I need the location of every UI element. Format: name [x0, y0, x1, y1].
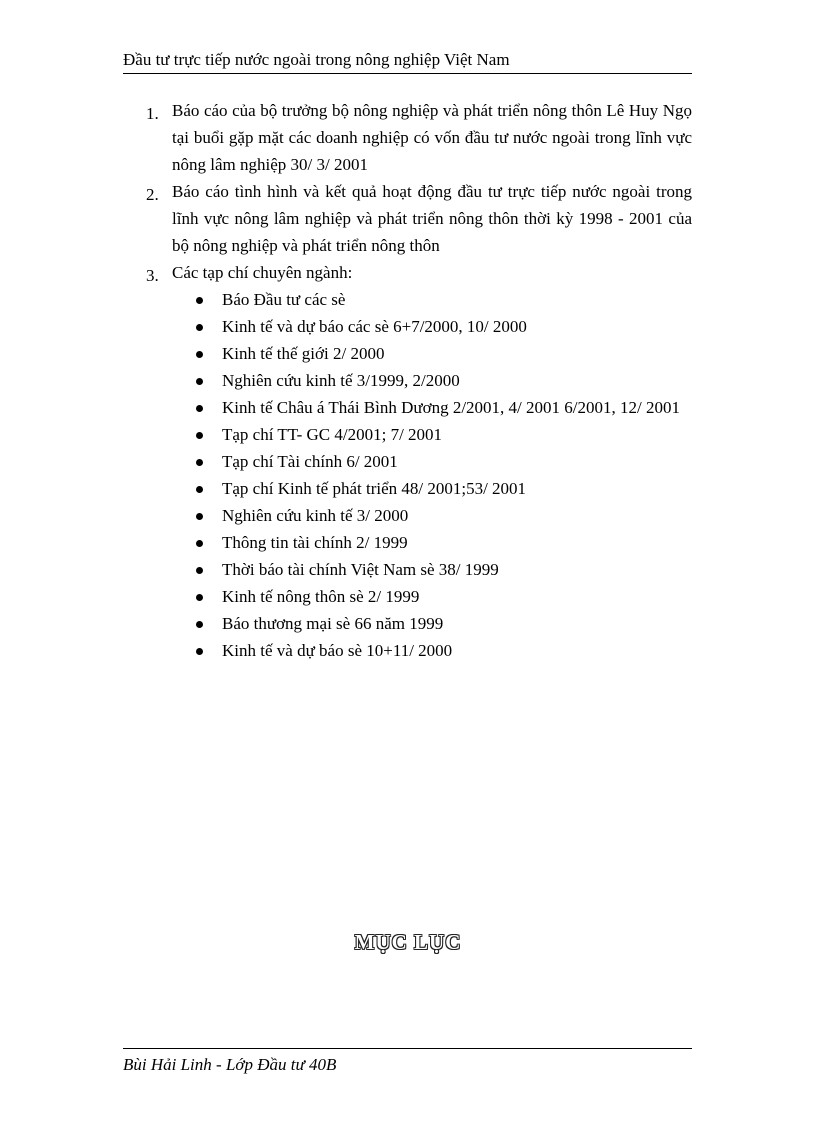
journal-text: Tạp chí Kinh tế phát triển 48/ 2001;53/ 2001 — [222, 479, 527, 498]
journal-item — [172, 583, 692, 610]
bullet-icon — [196, 378, 203, 385]
journal-item — [172, 610, 692, 637]
bullet-icon — [196, 351, 203, 358]
journal-text: Thông tin tài chính 2/ 1999 — [222, 533, 408, 552]
page-footer: Bùi Hải Linh - Lớp Đầu tư 40B — [123, 1055, 337, 1074]
bullet-icon — [196, 459, 203, 466]
journal-text: Kinh tế nông thôn sè 2/ 1999 — [222, 587, 420, 606]
bullet-icon — [196, 432, 203, 439]
reference-item — [140, 97, 692, 178]
journal-text: Nghiên cứu kinh tế 3/ 2000 — [222, 506, 409, 525]
reference-number: 2. — [146, 185, 159, 204]
bullet-icon — [196, 540, 203, 547]
journal-text: Kinh tế và dự báo sè 10+11/ 2000 — [222, 641, 453, 660]
footer-divider — [123, 1048, 692, 1049]
bullet-icon — [196, 486, 203, 493]
journal-item — [172, 637, 692, 664]
reference-text: Các tạp chí chuyên ngành: — [172, 263, 353, 282]
reference-item — [140, 259, 692, 664]
journal-item — [172, 286, 692, 313]
bullet-icon — [196, 567, 203, 574]
bullet-icon — [196, 513, 203, 520]
journal-item — [172, 313, 692, 340]
reference-number: 1. — [146, 104, 159, 123]
reference-number: 3. — [146, 266, 159, 285]
journal-item — [172, 340, 692, 367]
journal-item — [172, 529, 692, 556]
journal-item — [172, 421, 692, 448]
page-header: Đầu tư trực tiếp nước ngoài trong nông nghiệp Việt Nam — [123, 49, 692, 74]
journal-text: Kinh tế và dự báo các sè 6+7/2000, 10/ 2000 — [222, 317, 527, 336]
journal-list — [172, 286, 692, 664]
reference-item — [140, 178, 692, 259]
journal-item — [172, 475, 692, 502]
bullet-icon — [196, 324, 203, 331]
reference-text: Báo cáo tình hình và kết quả hoạt động đầu tư trực tiếp nước ngoài trong lĩnh vực nông lâm nghiệp và phát triển nông thôn thời kỳ 1998 - 2001 của bộ nông nghiệp và phát triển nông thôn — [172, 182, 692, 255]
journal-item — [172, 367, 692, 394]
journal-text: Kinh tế thế giới 2/ 2000 — [222, 344, 385, 363]
journal-item — [172, 448, 692, 475]
reference-text: Báo cáo của bộ trưởng bộ nông nghiệp và phát triển nông thôn Lê Huy Ngọ tại buổi gặp mặt các doanh nghiệp có vốn đầu tư nước ngoài trong lĩnh vực nông lâm nghiệp 30/ 3/ 2001 — [172, 101, 692, 174]
journal-text: Tạp chí TT- GC 4/2001; 7/ 2001 — [222, 425, 443, 444]
bullet-icon — [196, 621, 203, 628]
journal-item — [172, 556, 692, 583]
journal-text: Tạp chí Tài chính 6/ 2001 — [222, 452, 398, 471]
toc-heading: MỤC LỤC — [354, 930, 462, 954]
bullet-icon — [196, 405, 203, 412]
bullet-icon — [196, 297, 203, 304]
journal-text: Báo thương mại sè 66 năm 1999 — [222, 614, 444, 633]
reference-list — [140, 97, 692, 664]
journal-item — [172, 394, 692, 421]
bullet-icon — [196, 648, 203, 655]
journal-text: Kinh tế Châu á Thái Bình Dương 2/2001, 4/ 2001 6/2001, 12/ 2001 — [222, 398, 680, 417]
journal-text: Thời báo tài chính Việt Nam sè 38/ 1999 — [222, 560, 499, 579]
bullet-icon — [196, 594, 203, 601]
journal-text: Nghiên cứu kinh tế 3/1999, 2/2000 — [222, 371, 460, 390]
journal-text: Báo Đầu tư các sè — [222, 290, 346, 309]
journal-item — [172, 502, 692, 529]
